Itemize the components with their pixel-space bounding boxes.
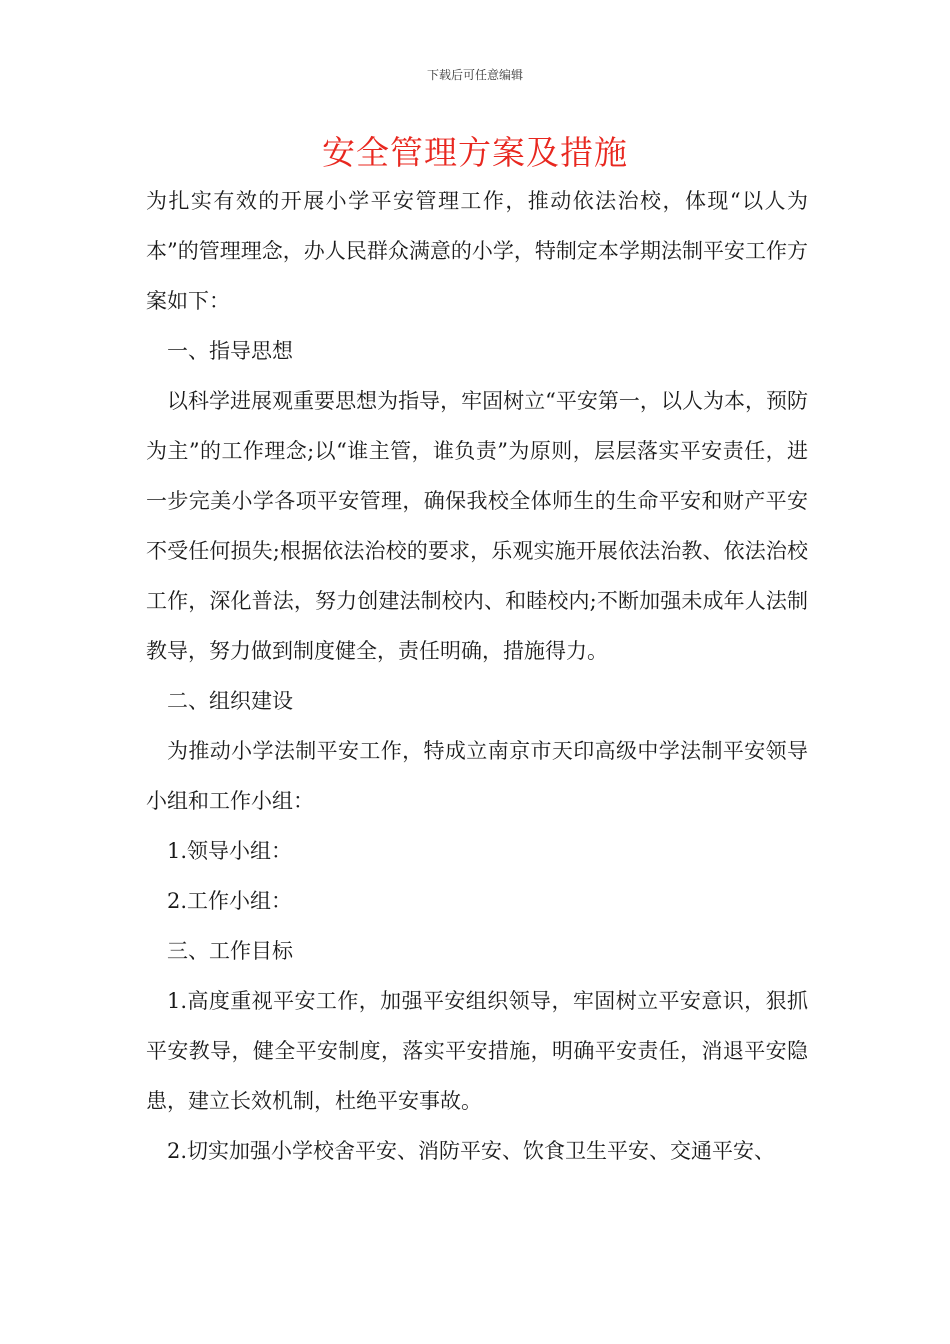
list-item-working-group: 2.工作小组： xyxy=(167,889,293,913)
list-item-leadership-group: 1.领导小组： xyxy=(167,839,293,863)
document-body xyxy=(146,176,808,1176)
section-heading-guiding-thought: 一、指导思想 xyxy=(167,339,293,363)
section-heading-organization: 二、组织建设 xyxy=(167,689,293,713)
list-item-goal-2: 2.切实加强小学校舍平安、消防平安、饮食卫生平安、交通平安、 xyxy=(167,1139,776,1163)
paragraph-guiding-thought: 以科学进展观重要思想为指导，牢固树立“平安第一，以人为本，预防为主”的工作理念;以“谁主管，谁负责”为原则，层层落实平安责任，进一步完美小学各项平安管理，确保我校全体师生的生命平安和财产平安不受任何损失;根据依法治校的要求，乐观实施开展依法治教、依法治校工作，深化普法，努力创建法制校内、和睦校内;不断加强未成年人法制教导，努力做到制度健全，责任明确，措施得力。 xyxy=(146,389,808,663)
paragraph-intro: 为扎实有效的开展小学平安管理工作，推动依法治校，体现“以人为本”的管理理念，办人民群众满意的小学，特制定本学期法制平安工作方案如下： xyxy=(146,189,808,313)
paragraph-organization: 为推动小学法制平安工作，特成立南京市天印高级中学法制平安领导小组和工作小组： xyxy=(146,739,808,813)
document-title: 安全管理方案及措施 xyxy=(322,133,628,172)
section-heading-work-goals: 三、工作目标 xyxy=(167,939,293,963)
header-note: 下载后可任意编辑 xyxy=(426,68,523,82)
list-item-goal-1: 1.高度重视平安工作，加强平安组织领导，牢固树立平安意识，狠抓平安教导，健全平安制度，落实平安措施，明确平安责任，消退平安隐患，建立长效机制，杜绝平安事故。 xyxy=(146,989,808,1113)
